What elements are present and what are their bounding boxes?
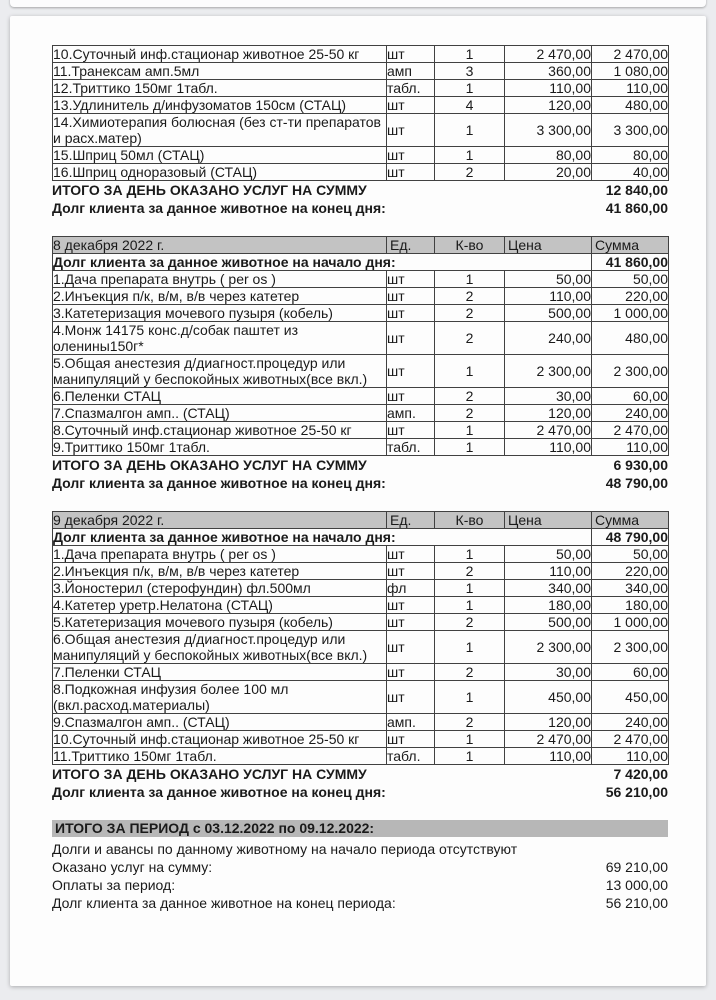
- day-total-label: ИТОГО ЗА ДЕНЬ ОКАЗАНО УСЛУГ НА СУММУ: [52, 766, 367, 782]
- service-row: [53, 714, 669, 731]
- closing-debt-line: [52, 475, 668, 492]
- sum-cell: 220,00: [592, 288, 669, 305]
- qty-cell: 1: [435, 631, 505, 664]
- sum-cell: 1 080,00: [592, 63, 669, 80]
- price-cell: 30,00: [505, 388, 592, 405]
- service-name-cell: 1.Дача препарата внутрь ( per os ): [53, 271, 387, 288]
- sum-cell: 50,00: [592, 546, 669, 563]
- summary-value: 69 210,00: [605, 859, 668, 875]
- qty-cell: 1: [435, 597, 505, 614]
- service-row: [53, 271, 669, 288]
- service-row: [53, 114, 669, 147]
- price-cell: 2 470,00: [505, 731, 592, 748]
- unit-cell: шт: [387, 731, 435, 748]
- price-cell: 110,00: [505, 288, 592, 305]
- unit-column-header: Ед.: [387, 512, 435, 529]
- unit-cell: шт: [387, 271, 435, 288]
- sum-cell: 2 300,00: [592, 355, 669, 388]
- day-total-label: ИТОГО ЗА ДЕНЬ ОКАЗАНО УСЛУГ НА СУММУ: [52, 182, 367, 198]
- service-row: [53, 614, 669, 631]
- qty-cell: 1: [435, 46, 505, 63]
- summary-line: [52, 858, 668, 876]
- sum-cell: 2 470,00: [592, 731, 669, 748]
- price-cell: 80,00: [505, 147, 592, 164]
- price-cell: 20,00: [505, 164, 592, 181]
- sum-column-header: Сумма: [592, 237, 669, 254]
- billing-day-section: [52, 45, 668, 217]
- qty-cell: 2: [435, 322, 505, 355]
- sum-cell: 450,00: [592, 681, 669, 714]
- service-name-cell: 2.Инъекция п/к, в/м, в/в через катетер: [53, 288, 387, 305]
- sum-cell: 480,00: [592, 322, 669, 355]
- services-table: [52, 511, 669, 765]
- price-cell: 450,00: [505, 681, 592, 714]
- price-cell: 110,00: [505, 439, 592, 456]
- summary-value: 13 000,00: [605, 877, 668, 893]
- sum-cell: 60,00: [592, 664, 669, 681]
- qty-column-header: К-во: [435, 512, 505, 529]
- billing-content: [52, 45, 668, 912]
- sum-column-header: Сумма: [592, 512, 669, 529]
- sum-cell: 60,00: [592, 388, 669, 405]
- sum-cell: 2 470,00: [592, 46, 669, 63]
- service-row: [53, 305, 669, 322]
- service-name-cell: 16.Шприц одноразовый (СТАЦ): [53, 164, 387, 181]
- service-row: [53, 63, 669, 80]
- price-cell: 2 470,00: [505, 46, 592, 63]
- service-row: [53, 439, 669, 456]
- unit-cell: табл.: [387, 80, 435, 97]
- qty-cell: 1: [435, 271, 505, 288]
- summary-value: 56 210,00: [605, 895, 668, 911]
- qty-cell: 1: [435, 546, 505, 563]
- closing-debt-label: Долг клиента за данное животное на конец дня:: [52, 475, 386, 491]
- closing-debt-label: Долг клиента за данное животное на конец дня:: [52, 200, 386, 216]
- service-row: [53, 631, 669, 664]
- unit-cell: амп.: [387, 714, 435, 731]
- qty-cell: 1: [435, 439, 505, 456]
- sum-cell: 2 470,00: [592, 422, 669, 439]
- unit-column-header: Ед.: [387, 237, 435, 254]
- service-name-cell: 10.Суточный инф.стационар животное 25-50 кг: [53, 46, 387, 63]
- price-cell: 500,00: [505, 305, 592, 322]
- qty-cell: 1: [435, 580, 505, 597]
- day-sections: [52, 45, 668, 801]
- service-row: [53, 664, 669, 681]
- unit-cell: табл.: [387, 439, 435, 456]
- unit-cell: фл: [387, 580, 435, 597]
- unit-cell: амп: [387, 63, 435, 80]
- unit-cell: шт: [387, 664, 435, 681]
- service-row: [53, 288, 669, 305]
- price-cell: 50,00: [505, 546, 592, 563]
- service-row: [53, 164, 669, 181]
- sum-cell: 180,00: [592, 597, 669, 614]
- unit-cell: шт: [387, 422, 435, 439]
- unit-cell: шт: [387, 681, 435, 714]
- service-name-cell: 3.Йоностерил (стерофундин) фл.500мл: [53, 580, 387, 597]
- sum-cell: 50,00: [592, 271, 669, 288]
- price-cell: 360,00: [505, 63, 592, 80]
- qty-cell: 1: [435, 147, 505, 164]
- day-total-line: [52, 457, 668, 474]
- price-cell: 110,00: [505, 80, 592, 97]
- service-row: [53, 147, 669, 164]
- unit-cell: шт: [387, 46, 435, 63]
- service-name-cell: 5.Катетеризация мочевого пузыря (кобель): [53, 614, 387, 631]
- service-row: [53, 580, 669, 597]
- sum-cell: 3 300,00: [592, 114, 669, 147]
- service-name-cell: 4.Монж 14175 конс.д/собак паштет из оленины150г*: [53, 322, 387, 355]
- service-name-cell: 13.Удлинитель д/инфузоматов 150см (СТАЦ): [53, 97, 387, 114]
- unit-cell: шт: [387, 114, 435, 147]
- qty-cell: 1: [435, 748, 505, 765]
- closing-debt-value: 41 860,00: [605, 200, 668, 216]
- unit-cell: шт: [387, 164, 435, 181]
- summary-line: [52, 894, 668, 912]
- qty-cell: 2: [435, 164, 505, 181]
- price-cell: 120,00: [505, 405, 592, 422]
- price-cell: 2 300,00: [505, 355, 592, 388]
- service-name-cell: 11.Транексам амп.5мл: [53, 63, 387, 80]
- day-total-value: 7 420,00: [613, 766, 668, 782]
- qty-cell: 1: [435, 80, 505, 97]
- previous-page-bottom-edge: [10, 0, 706, 7]
- price-cell: 3 300,00: [505, 114, 592, 147]
- sum-cell: 110,00: [592, 439, 669, 456]
- price-cell: 240,00: [505, 322, 592, 355]
- invoice-document-page: [10, 16, 706, 986]
- service-name-cell: 8.Суточный инф.стационар животное 25-50 кг: [53, 422, 387, 439]
- billing-day-section: [52, 511, 668, 801]
- price-column-header: Цена: [505, 512, 592, 529]
- sum-cell: 220,00: [592, 563, 669, 580]
- summary-note-line: [52, 840, 668, 858]
- sum-cell: 240,00: [592, 714, 669, 731]
- summary-label: Долг клиента за данное животное на конец периода:: [52, 895, 396, 911]
- period-summary-title: ИТОГО ЗА ПЕРИОД с 03.12.2022 по 09.12.2022:: [52, 820, 668, 837]
- unit-cell: шт: [387, 322, 435, 355]
- opening-debt-value: 48 790,00: [592, 529, 669, 546]
- service-name-cell: 8.Подкожная инфузия более 100 мл (вкл.расход.материалы): [53, 681, 387, 714]
- service-row: [53, 405, 669, 422]
- unit-cell: шт: [387, 563, 435, 580]
- table-header-row: [53, 512, 669, 529]
- opening-debt-row: [53, 254, 669, 271]
- sum-cell: 240,00: [592, 405, 669, 422]
- price-cell: 120,00: [505, 714, 592, 731]
- sum-cell: 2 300,00: [592, 631, 669, 664]
- day-total-line: [52, 182, 668, 199]
- unit-cell: табл.: [387, 748, 435, 765]
- unit-cell: амп.: [387, 405, 435, 422]
- service-name-cell: 7.Спазмалгон амп.. (СТАЦ): [53, 405, 387, 422]
- service-name-cell: 4.Катетер уретр.Нелатона (СТАЦ): [53, 597, 387, 614]
- qty-cell: 2: [435, 614, 505, 631]
- opening-debt-label: Долг клиента за данное животное на начало дня:: [53, 254, 592, 271]
- date-cell: 9 декабря 2022 г.: [53, 512, 387, 529]
- service-row: [53, 681, 669, 714]
- service-name-cell: 2.Инъекция п/к, в/м, в/в через катетер: [53, 563, 387, 580]
- qty-cell: 2: [435, 664, 505, 681]
- sum-cell: 80,00: [592, 147, 669, 164]
- qty-cell: 2: [435, 305, 505, 322]
- services-table: [52, 45, 669, 181]
- opening-debt-label: Долг клиента за данное животное на начало дня:: [53, 529, 592, 546]
- qty-cell: 4: [435, 97, 505, 114]
- closing-debt-value: 56 210,00: [605, 784, 668, 800]
- price-cell: 30,00: [505, 664, 592, 681]
- closing-debt-label: Долг клиента за данное животное на конец дня:: [52, 784, 386, 800]
- sum-cell: 110,00: [592, 748, 669, 765]
- price-cell: 180,00: [505, 597, 592, 614]
- service-row: [53, 422, 669, 439]
- service-name-cell: 11.Триттико 150мг 1табл.: [53, 748, 387, 765]
- service-name-cell: 12.Триттико 150мг 1табл.: [53, 80, 387, 97]
- service-row: [53, 97, 669, 114]
- service-name-cell: 1.Дача препарата внутрь ( per os ): [53, 546, 387, 563]
- qty-cell: 2: [435, 563, 505, 580]
- qty-cell: 1: [435, 114, 505, 147]
- service-row: [53, 748, 669, 765]
- closing-debt-line: [52, 784, 668, 801]
- service-row: [53, 46, 669, 63]
- qty-cell: 3: [435, 63, 505, 80]
- unit-cell: шт: [387, 288, 435, 305]
- price-cell: 120,00: [505, 97, 592, 114]
- price-column-header: Цена: [505, 237, 592, 254]
- qty-column-header: К-во: [435, 237, 505, 254]
- unit-cell: шт: [387, 546, 435, 563]
- price-cell: 2 300,00: [505, 631, 592, 664]
- sum-cell: 40,00: [592, 164, 669, 181]
- unit-cell: шт: [387, 631, 435, 664]
- qty-cell: 2: [435, 714, 505, 731]
- date-cell: 8 декабря 2022 г.: [53, 237, 387, 254]
- service-name-cell: 7.Пеленки СТАЦ: [53, 664, 387, 681]
- sum-cell: 1 000,00: [592, 614, 669, 631]
- table-header-row: [53, 237, 669, 254]
- opening-debt-value: 41 860,00: [592, 254, 669, 271]
- service-name-cell: 14.Химиотерапия болюсная (без ст-ти препаратов и расх.матер): [53, 114, 387, 147]
- unit-cell: шт: [387, 597, 435, 614]
- service-row: [53, 597, 669, 614]
- price-cell: 500,00: [505, 614, 592, 631]
- price-cell: 110,00: [505, 748, 592, 765]
- day-total-value: 6 930,00: [613, 457, 668, 473]
- service-name-cell: 9.Триттико 150мг 1табл.: [53, 439, 387, 456]
- sum-cell: 480,00: [592, 97, 669, 114]
- price-cell: 110,00: [505, 563, 592, 580]
- service-row: [53, 731, 669, 748]
- service-name-cell: 6.Общая анестезия д/диагност.процедур или манипуляций у беспокойных животных(все вкл.): [53, 631, 387, 664]
- service-row: [53, 80, 669, 97]
- price-cell: 50,00: [505, 271, 592, 288]
- service-name-cell: 3.Катетеризация мочевого пузыря (кобель): [53, 305, 387, 322]
- services-table: [52, 236, 669, 456]
- service-row: [53, 355, 669, 388]
- service-name-cell: 9.Спазмалгон амп.. (СТАЦ): [53, 714, 387, 731]
- day-total-label: ИТОГО ЗА ДЕНЬ ОКАЗАНО УСЛУГ НА СУММУ: [52, 457, 367, 473]
- qty-cell: 1: [435, 731, 505, 748]
- service-name-cell: 15.Шприц 50мл (СТАЦ): [53, 147, 387, 164]
- qty-cell: 1: [435, 681, 505, 714]
- day-total-value: 12 840,00: [605, 182, 668, 198]
- service-name-cell: 10.Суточный инф.стационар животное 25-50 кг: [53, 731, 387, 748]
- period-summary: [52, 820, 668, 912]
- unit-cell: шт: [387, 147, 435, 164]
- sum-cell: 110,00: [592, 80, 669, 97]
- qty-cell: 2: [435, 405, 505, 422]
- summary-label: Оплаты за период:: [52, 877, 176, 893]
- opening-debt-row: [53, 529, 669, 546]
- unit-cell: шт: [387, 614, 435, 631]
- unit-cell: шт: [387, 305, 435, 322]
- price-cell: 340,00: [505, 580, 592, 597]
- summary-line: [52, 876, 668, 894]
- service-name-cell: 5.Общая анестезия д/диагност.процедур или манипуляций у беспокойных животных(все вкл.): [53, 355, 387, 388]
- summary-label: Оказано услуг на сумму:: [52, 859, 213, 875]
- sum-cell: 340,00: [592, 580, 669, 597]
- sum-cell: 1 000,00: [592, 305, 669, 322]
- summary-note: Долги и авансы по данному животному на начало периода отсутствуют: [52, 841, 518, 857]
- day-total-line: [52, 766, 668, 783]
- qty-cell: 1: [435, 422, 505, 439]
- service-row: [53, 388, 669, 405]
- service-row: [53, 546, 669, 563]
- unit-cell: шт: [387, 388, 435, 405]
- service-name-cell: 6.Пеленки СТАЦ: [53, 388, 387, 405]
- service-row: [53, 563, 669, 580]
- billing-day-section: [52, 236, 668, 492]
- qty-cell: 2: [435, 388, 505, 405]
- closing-debt-value: 48 790,00: [605, 475, 668, 491]
- unit-cell: шт: [387, 97, 435, 114]
- qty-cell: 2: [435, 288, 505, 305]
- qty-cell: 1: [435, 355, 505, 388]
- price-cell: 2 470,00: [505, 422, 592, 439]
- service-row: [53, 322, 669, 355]
- unit-cell: шт: [387, 355, 435, 388]
- closing-debt-line: [52, 200, 668, 217]
